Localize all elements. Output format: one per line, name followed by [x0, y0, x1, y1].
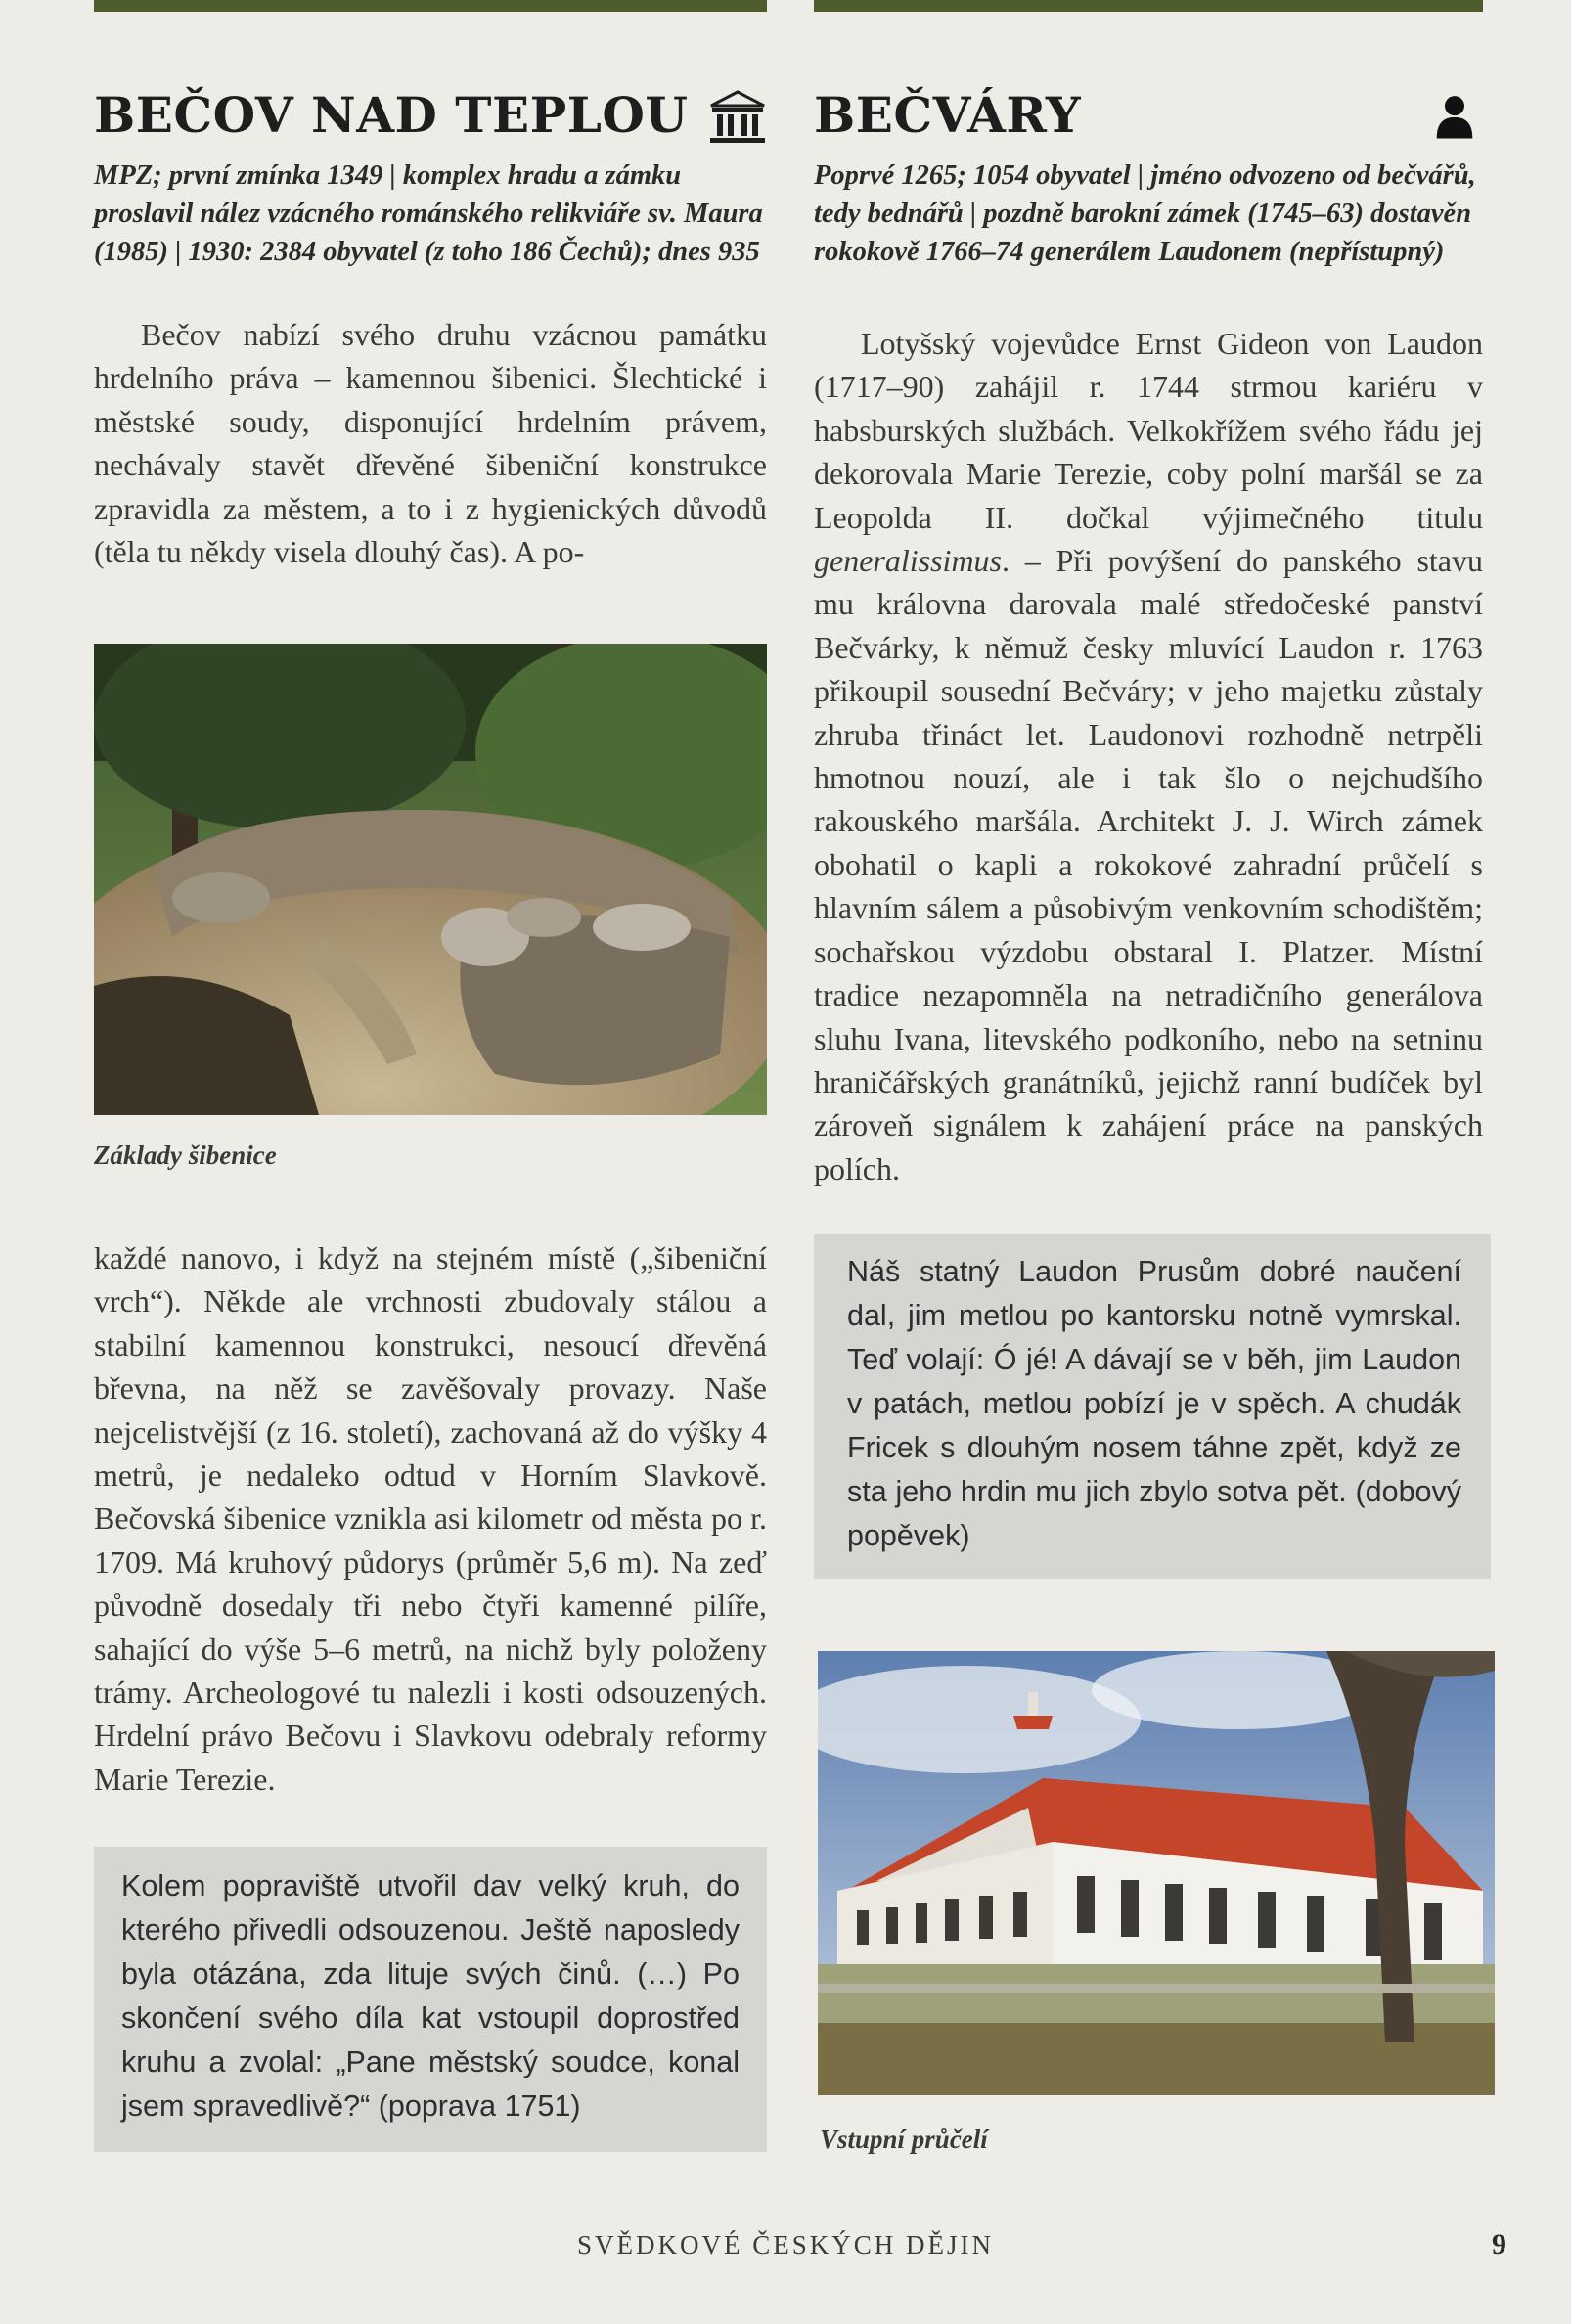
- person-icon: [1430, 88, 1479, 145]
- page-number: 9: [1492, 2228, 1506, 2260]
- right-paragraph-1-end: . – Při povýšení do panského stavu mu královna darovala malé středočeské panství Bečvárky, k němuž česky mluvící Laudon r. 1763 přikoupil sousední Bečváry; v jeho majetku zůstaly zhruba třináct let. Laudonovi rozhodně netrpěli hmotnou nouzí, ale i tak šlo o nejchudšího rakouského maršála. Architekt J. J. Wirch zámek obohatil o kapli a rokokové zahradní průčelí s hlavním sálem a působivým venkovním schodištěm; sochařskou výzdobu obstaral I. Platzer. Místní tradice nezapomněla na netradičního generálova sluhu Ivana, litevského podkoního, nebo na setninu hraničářských granátníků, jejichž ranní budíček byl zároveň signálem k zahájení práce na panských polích.: [814, 543, 1483, 1186]
- right-quote-box: [814, 1234, 1491, 1579]
- left-paragraph-1: Bečov nabízí svého druhu vzácnou památku hrdelního práva – kamennou šibenici. Šlechtické i městské soudy, disponující hrdelním právem, nechávaly stavět dřevěné šibeniční konstrukce zpravidla za městem, a to i z hygienických důvodů (těla tu někdy visela dlouhý čas). A po-: [94, 317, 767, 570]
- right-paragraph-1-italic: generalissimus: [814, 543, 1002, 579]
- left-title: BEČOV NAD TEPLOU: [94, 86, 689, 144]
- right-title: BEČVÁRY: [814, 86, 1082, 144]
- top-bar-right: [814, 0, 1483, 12]
- chateau-photo: [818, 1651, 1495, 2095]
- right-meta: Poprvé 1265; 1054 obyvatel | jméno odvozeno od bečvářů, tedy bednářů | pozdně barokní zámek (1745–63) dostavěn rokokově 1766–74 generálem Laudonem (nepřístupný): [814, 160, 1476, 267]
- left-paragraph-2: každé nanovo, i když na stejném místě („šibeniční vrch“). Někde ale vrchnosti zbudovaly stálou a stabilní kamennou konstrukci, nesoucí dřevěná břevna, na něž se zavěšovaly provazy. Naše nejcelistvější (z 16. století), zachovaná až do výšky 4 metrů, je nedaleko odtud v Horním Slavkově. Bečovská šibenice vznikla asi kilometr od města po r. 1709. Má kruhový půdorys (průměr 5,6 m). Na zeď původně dosedaly tři nebo čtyři kamenné pilíře, sahající do výše 5–6 metrů, na nichž byly položeny trámy. Archeologové tu nalezli i kosti odsouzených. Hrdelní právo Bečovu i Slavkovu odebraly reformy Marie Terezie.: [94, 1240, 767, 1797]
- right-paragraph-1-start: Lotyšský vojevůdce Ernst Gideon von Laudon (1717–90) zahájil r. 1744 strmou kariéru v habsburských službách. Velkokřížem svého řádu jej dekorovala Marie Terezie, coby polní maršál se za Leopolda II. dočkal výjimečného titulu: [814, 326, 1483, 535]
- right-photo-caption: Vstupní průčelí: [820, 2124, 988, 2154]
- running-title: SVĚDKOVÉ ČESKÝCH DĚJIN: [576, 2230, 994, 2259]
- left-meta: MPZ; první zmínka 1349 | komplex hradu a zámku proslavil nález vzácného románského relikviáře sv. Maura (1985) | 1930: 2384 obyvatel (z toho 186 Čechů); dnes 935: [94, 160, 763, 267]
- museum-icon: [708, 88, 767, 145]
- left-quote-box: [94, 1847, 767, 2152]
- right-paragraph-1: [814, 322, 1483, 1190]
- left-quote-text: Kolem popraviště utvořil dav velký kruh, do kterého přivedli odsouzenou. Ještě naposledy byla otázána, zda lituje svých činů. (…) Po skončení svého díla kat vstoupil doprostřed kruhu a zvolal: „Pane městský soudce, konal jsem spravedlivě?“ (poprava 1751): [121, 1869, 740, 2123]
- gallows-photo: [94, 644, 767, 1115]
- right-quote-text: Náš statný Laudon Prusům dobré naučení dal, jim metlou po kantorsku notně vymrskal. Teď volají: Ó jé! A dávají se v běh, jim Laudon v patách, metlou pobízí je v spěch. A chudák Fricek s dlouhým nosem táhne zpět, když ze sta jeho hrdin mu jich zbylo sotva pět. (dobový popěvek): [847, 1255, 1461, 1552]
- left-photo-caption: Základy šibenice: [94, 1140, 277, 1170]
- left-heading-row: [94, 86, 767, 155]
- top-bar-left: [94, 0, 767, 12]
- right-heading-row: [814, 86, 1483, 155]
